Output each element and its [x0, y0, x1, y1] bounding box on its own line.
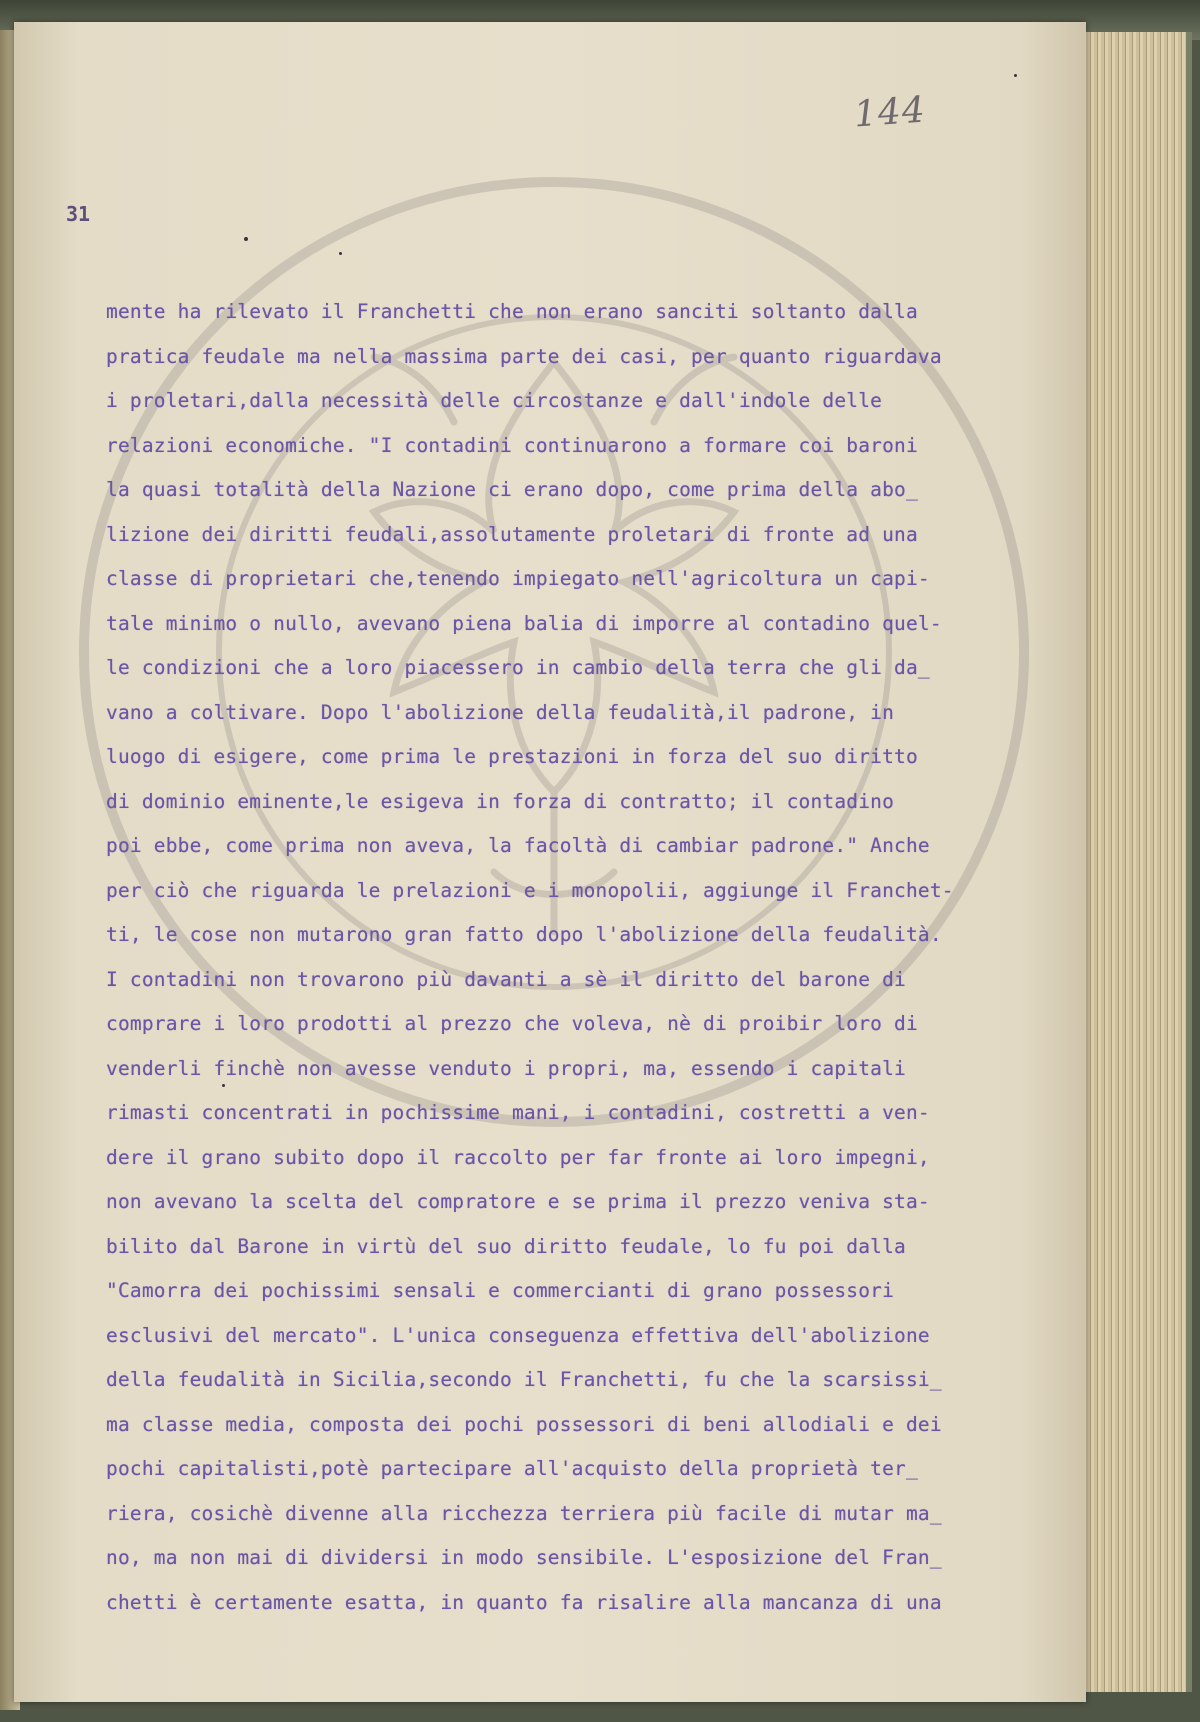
text-line: no, ma non mai di dividersi in modo sensibile. L'esposizione del Fran_: [106, 1546, 942, 1569]
ink-speck: [339, 252, 342, 255]
text-line: rimasti concentrati in pochissime mani, i contadini, costretti a ven-: [106, 1101, 930, 1124]
text-line: dere il grano subito dopo il raccolto per far fronte ai loro impegni,: [106, 1145, 930, 1169]
text-line: della feudalità in Sicilia,secondo il Franchetti, fu che la scarsissi_: [106, 1368, 942, 1391]
text-line: le condizioni che a loro piacessero in cambio della terra che gli da_: [106, 656, 930, 679]
text-line: "Camorra dei pochissimi sensali e commercianti di grano possessori: [106, 1279, 895, 1302]
text-line: comprare i loro prodotti al prezzo che voleva, nè di proibir loro di: [106, 1012, 918, 1035]
ink-speck: [1014, 74, 1017, 77]
text-line: tale minimo o nullo, avevano piena balia di imporre al contadino quel-: [106, 611, 942, 635]
text-line: chetti è certamente esatta, in quanto fa risalire alla mancanza di una: [106, 1590, 942, 1614]
text-line: ti, le cose non mutarono gran fatto dopo l'abolizione della feudalità.: [106, 923, 942, 946]
document-page: [14, 22, 1086, 1702]
text-line: venderli finchè non avesse venduto i propri, ma, essendo i capitali: [106, 1056, 906, 1080]
text-line: vano a coltivare. Dopo l'abolizione della feudalità,il padrone, in: [106, 700, 895, 724]
text-line: di dominio eminente,le esigeva in forza di contratto; il contadino: [106, 789, 895, 813]
ink-speck: [244, 237, 248, 241]
text-line: lizione dei diritti feudali,assolutamente proletari di fronte ad una: [106, 522, 918, 546]
text-line: esclusivi del mercato". L'unica conseguenza effettiva dell'abolizione: [106, 1323, 930, 1347]
text-line: bilito dal Barone in virtù del suo diritto feudale, lo fu poi dalla: [106, 1234, 906, 1258]
text-line: poi ebbe, come prima non aveva, la facoltà di cambiar padrone." Anche: [106, 834, 930, 857]
text-line: classe di proprietari che,tenendo impiegato nell'agricoltura un capi-: [106, 567, 930, 590]
page-number: 31: [66, 202, 91, 226]
text-line: I contadini non trovarono più davanti a sè il diritto del barone di: [106, 967, 906, 991]
page-stack-edge: [1080, 32, 1192, 1692]
text-line: pratica feudale ma nella massima parte dei casi, per quanto riguardava: [106, 344, 942, 368]
text-line: mente ha rilevato il Franchetti che non erano sanciti soltanto dalla: [106, 300, 918, 323]
text-line: per ciò che riguarda le prelazioni e i monopolii, aggiunge il Franchet-: [106, 878, 954, 902]
text-line: pochi capitalisti,potè partecipare all'acquisto della proprietà ter_: [106, 1457, 918, 1480]
text-line: ma classe media, composta dei pochi possessori di beni allodiali e dei: [106, 1412, 942, 1436]
text-line: non avevano la scelta del compratore e se prima il prezzo veniva sta-: [106, 1190, 930, 1213]
folio-number: 144: [852, 89, 928, 136]
text-line: i proletari,dalla necessità delle circostanze e dall'indole delle: [106, 389, 883, 412]
text-line: la quasi totalità della Nazione ci erano dopo, come prima della abo_: [106, 478, 918, 501]
text-line: luogo di esigere, come prima le prestazioni in forza del suo diritto: [106, 745, 918, 768]
text-line: riera, cosichè divenne alla ricchezza terriera più facile di mutar ma_: [106, 1501, 942, 1525]
typewritten-body: [106, 290, 1066, 1625]
text-line: relazioni economiche. "I contadini continuarono a formare coi baroni: [106, 433, 918, 457]
